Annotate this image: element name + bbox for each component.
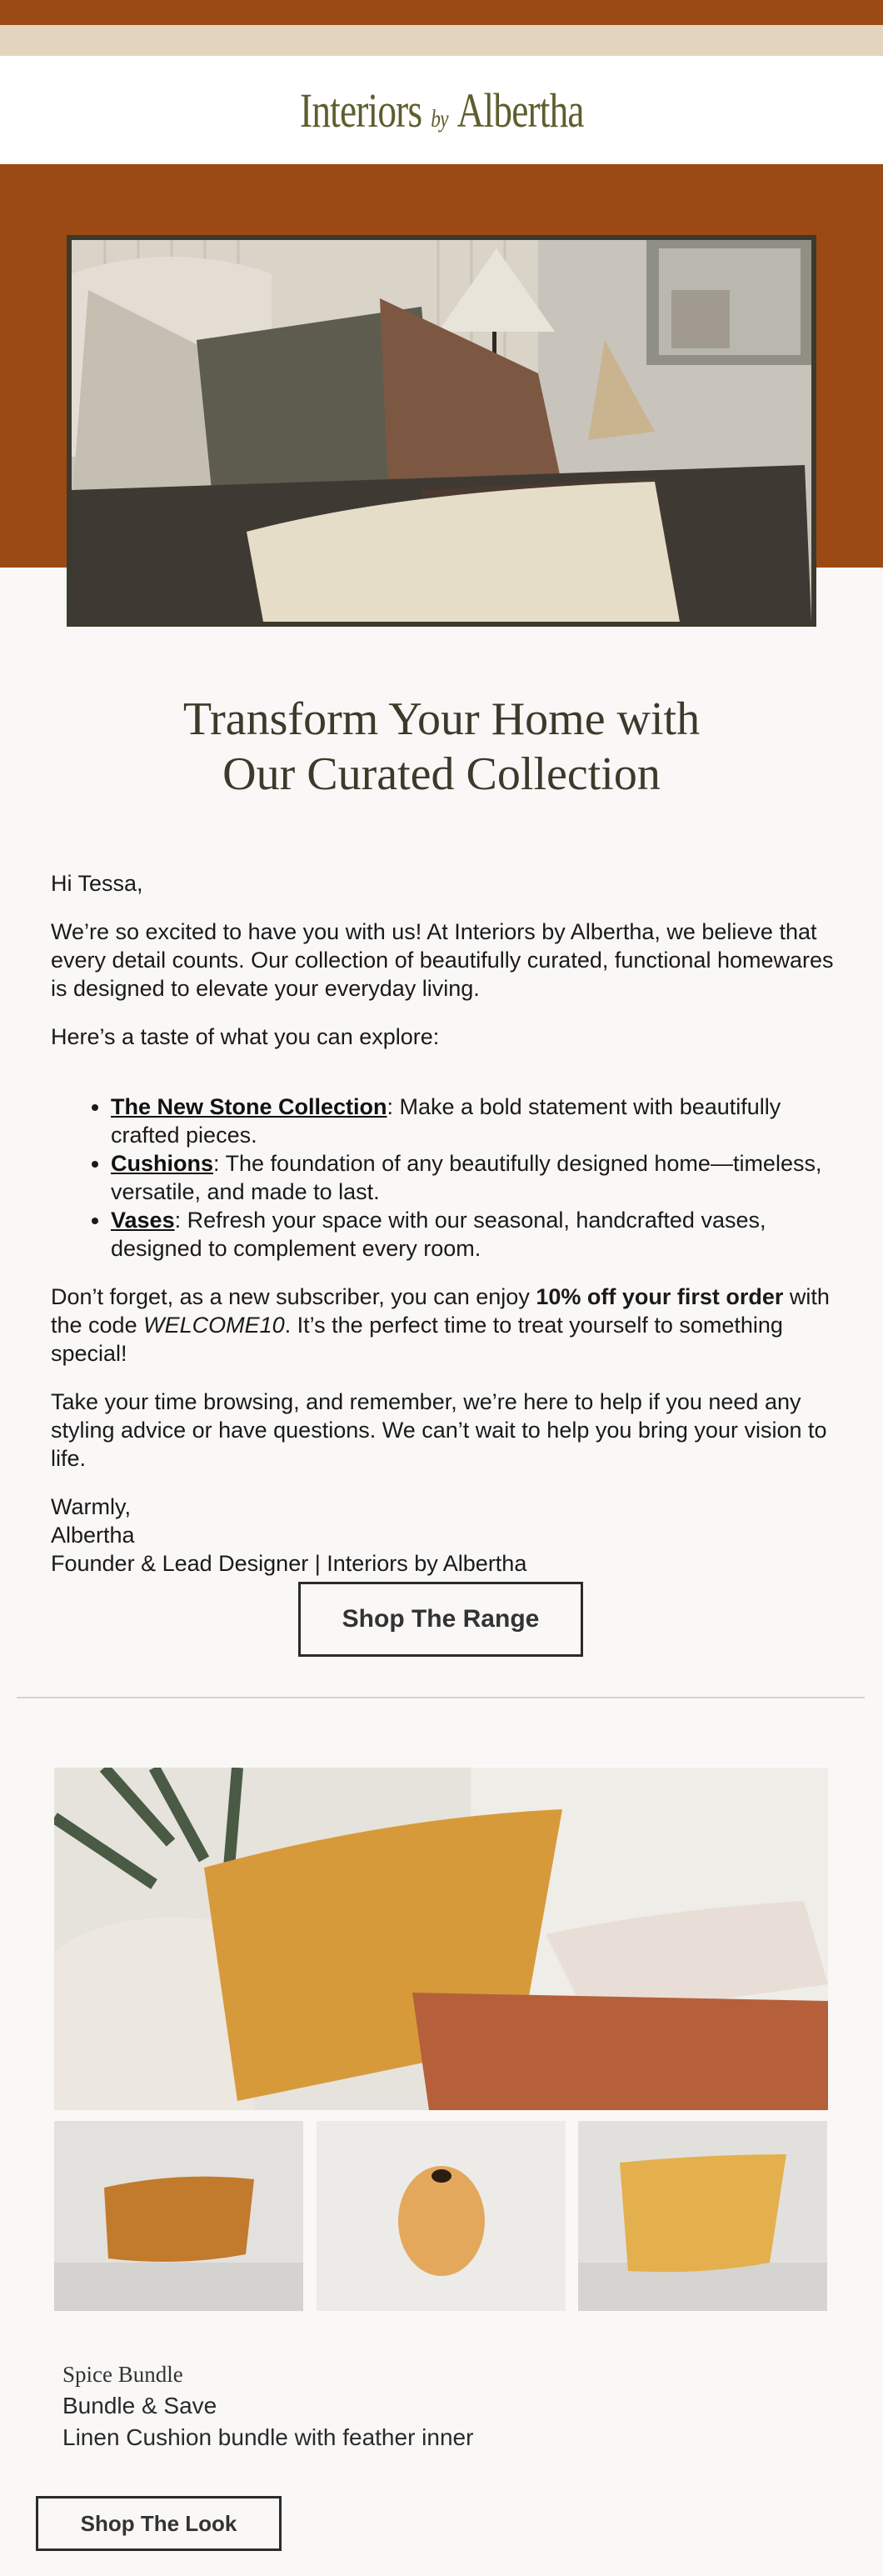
hero-photo-illustration: [72, 240, 811, 622]
shop-the-look-button[interactable]: Shop The Look: [36, 2496, 282, 2551]
offer-text-pre: Don’t forget, as a new subscriber, you can enjoy: [51, 1284, 536, 1309]
offer-discount: 10% off your first order: [536, 1284, 784, 1309]
list-item-text: : The foundation of any beautifully designed home—timeless, versatile, and made to last.: [111, 1151, 822, 1204]
mustard-cushion-illustration: [578, 2121, 827, 2311]
bundle-description: Linen Cushion bundle with feather inner: [62, 2424, 474, 2450]
rust-cushion-illustration: [54, 2121, 303, 2311]
closing-paragraph: Take your time browsing, and remember, we’re here to help if you need any styling advice or have questions. We can’t wait to help you bring your vision to life.: [51, 1389, 827, 1471]
offer-text-post: . It’s the perfect time to treat yourself to something special!: [51, 1313, 783, 1366]
signature-block: [51, 1493, 834, 1578]
brand-logo[interactable]: [300, 83, 584, 138]
section-divider: [17, 1697, 865, 1698]
list-item: [111, 1206, 834, 1263]
logo-word-by: by: [430, 104, 448, 133]
top-color-band: [0, 0, 883, 25]
intro-paragraph: We’re so excited to have you with us! At Interiors by Albertha, we believe that every detail counts. Our collection of beautifully curated, functional homewares is designed to elevate your everyday living.: [51, 919, 834, 1001]
bundle-hero-image[interactable]: [54, 1768, 828, 2110]
bundle-photo-illustration: [54, 1768, 828, 2110]
link-vases[interactable]: Vases: [111, 1208, 175, 1233]
header: [0, 56, 883, 164]
greeting: Hi Tessa,: [51, 871, 143, 896]
mustard-vase-illustration: [317, 2121, 566, 2311]
product-thumb-rust-cushion[interactable]: [54, 2121, 303, 2311]
offer-text-mid: with the code: [51, 1284, 830, 1338]
hero-image[interactable]: [67, 235, 816, 627]
offer-paragraph: [51, 1283, 834, 1368]
lead-in-paragraph: Here’s a taste of what you can explore:: [51, 1024, 440, 1049]
list-item-text: : Make a bold statement with beautifully crafted pieces.: [111, 1094, 781, 1148]
list-item-text: : Refresh your space with our seasonal, handcrafted vases, designed to complement every room.: [111, 1208, 766, 1261]
letter-body: [51, 869, 834, 1578]
product-thumb-vase[interactable]: [317, 2121, 566, 2311]
link-cushions[interactable]: Cushions: [111, 1151, 214, 1176]
list-item: [111, 1149, 834, 1206]
headline-line-2: Our Curated Collection: [222, 748, 661, 800]
signer-title: Founder & Lead Designer | Interiors by Albertha: [51, 1551, 527, 1576]
main-headline: [83, 692, 800, 802]
list-item: [111, 1093, 834, 1149]
signer-name: Albertha: [51, 1523, 135, 1548]
beige-color-band: [0, 25, 883, 56]
bundle-details: [62, 2358, 646, 2453]
signoff: Warmly,: [51, 1494, 131, 1519]
logo-word-albertha: Albertha: [456, 83, 584, 138]
shop-the-range-button[interactable]: Shop The Range: [298, 1582, 583, 1657]
discount-code: WELCOME10: [143, 1313, 285, 1338]
bundle-subtitle: Bundle & Save: [62, 2393, 217, 2418]
logo-word-interiors: Interiors: [299, 83, 422, 138]
link-stone-collection[interactable]: The New Stone Collection: [111, 1094, 387, 1119]
bundle-title: Spice Bundle: [62, 2362, 183, 2387]
collection-list: [111, 1093, 834, 1263]
headline-line-1: Transform Your Home with: [182, 693, 701, 745]
product-thumb-mustard-cushion[interactable]: [578, 2121, 827, 2311]
